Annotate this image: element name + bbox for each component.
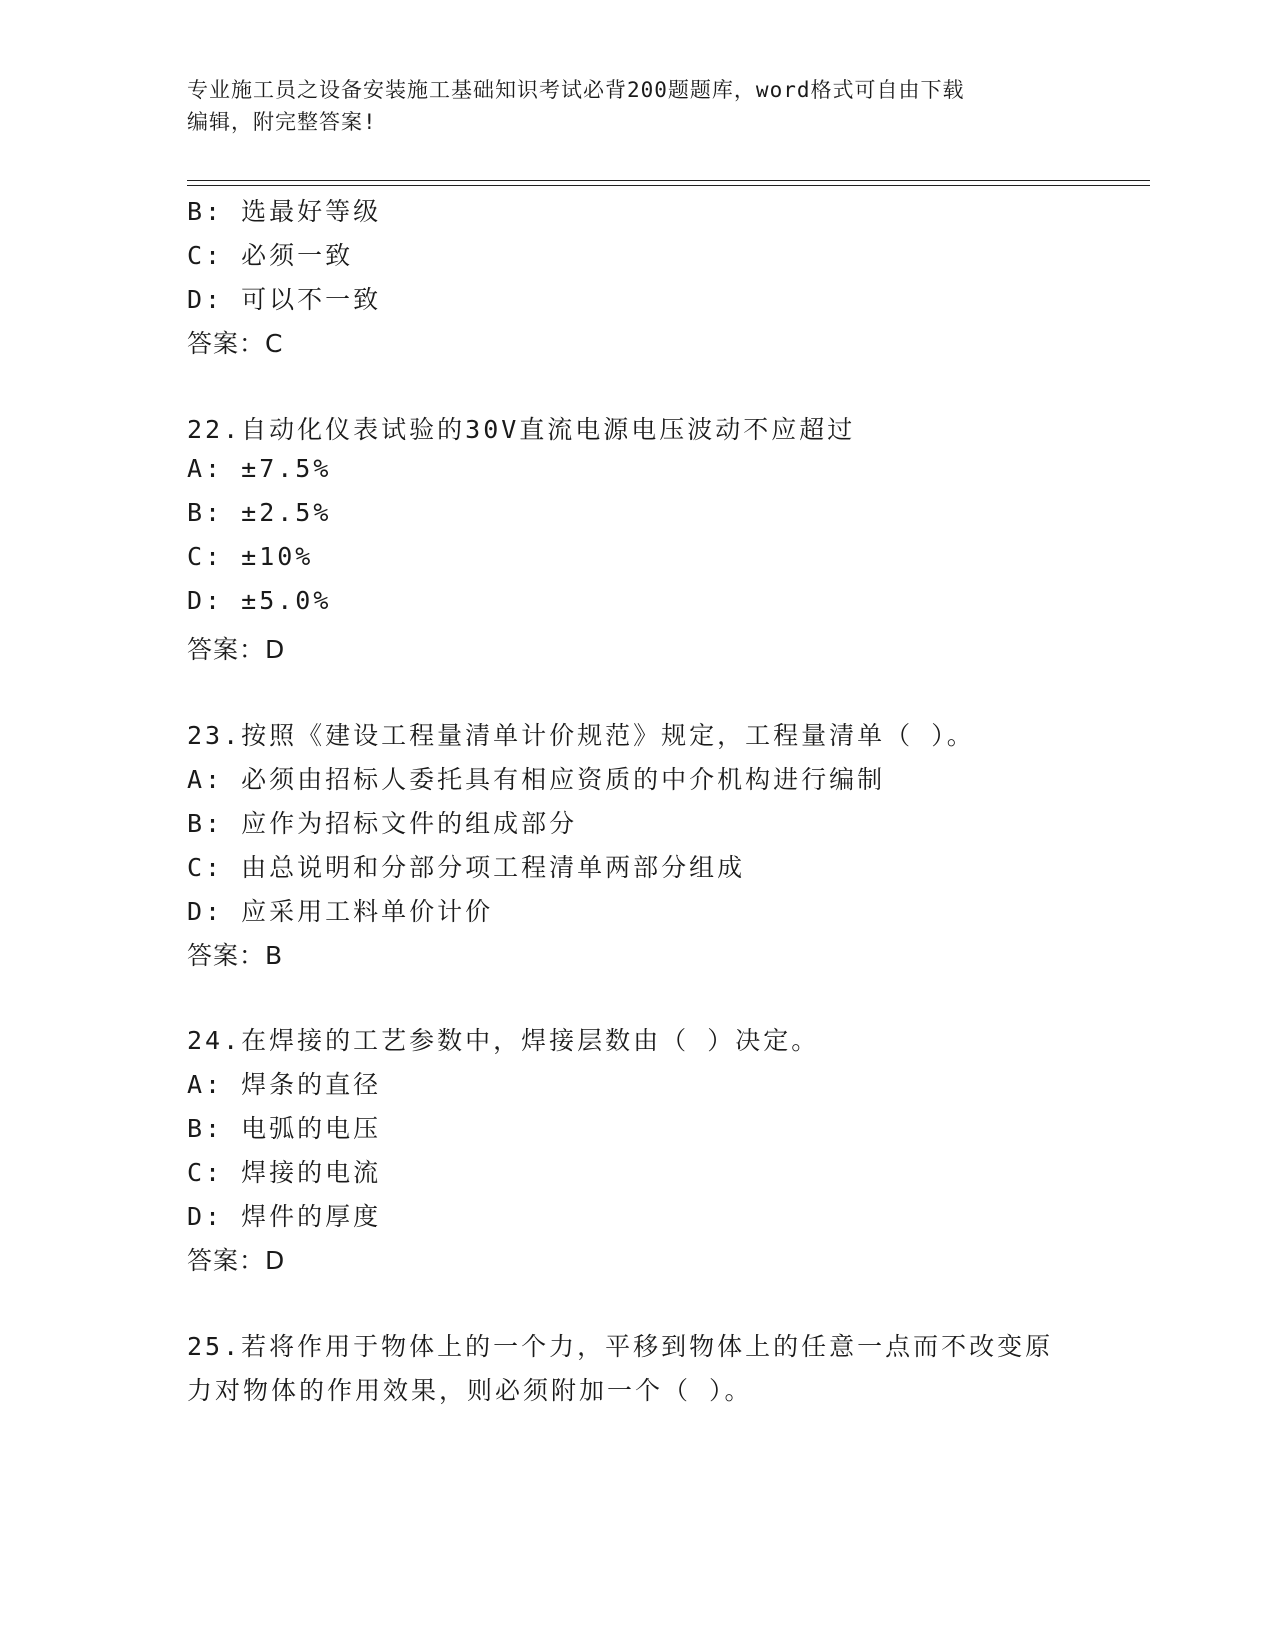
header-line-1: 专业施工员之设备安装施工基础知识考试必背200题题库，word格式可自由下载 xyxy=(187,78,965,102)
q23-option-d: D: 应采用工料单价计价 xyxy=(187,897,494,926)
header-line-2: 编辑，附完整答案! xyxy=(187,110,377,134)
q22-option-a: A: ±7.5% xyxy=(187,454,332,483)
q23-option-c: C: 由总说明和分部分项工程清单两部分组成 xyxy=(187,853,746,882)
q22-answer: 答案：D xyxy=(187,635,286,664)
q21-option-d: D: 可以不一致 xyxy=(187,285,382,314)
header-divider-bottom xyxy=(187,185,1150,186)
q22-option-d: D: ±5.0% xyxy=(187,586,332,615)
q24-option-a: A: 焊条的直径 xyxy=(187,1070,382,1099)
q21-option-c: C: 必须一致 xyxy=(187,241,354,270)
q23-option-b: B: 应作为招标文件的组成部分 xyxy=(187,809,578,838)
q23-option-a: A: 必须由招标人委托具有相应资质的中介机构进行编制 xyxy=(187,765,886,794)
q24-option-b: B: 电弧的电压 xyxy=(187,1114,382,1143)
q25-question-line-2: 力对物体的作用效果，则必须附加一个（ ）。 xyxy=(187,1376,753,1405)
q24-option-d: D: 焊件的厚度 xyxy=(187,1202,382,1231)
q22-option-b: B: ±2.5% xyxy=(187,498,332,527)
q21-option-b: B: 选最好等级 xyxy=(187,197,382,226)
document-header xyxy=(187,74,1087,138)
q24-option-c: C: 焊接的电流 xyxy=(187,1158,382,1187)
q23-answer: 答案：B xyxy=(187,941,284,970)
q24-answer: 答案：D xyxy=(187,1246,286,1275)
header-divider-top xyxy=(187,180,1150,181)
q22-question: 22.自动化仪表试验的30V直流电源电压波动不应超过 xyxy=(187,415,856,444)
q24-question: 24.在焊接的工艺参数中，焊接层数由（ ）决定。 xyxy=(187,1026,820,1055)
q25-question-line-1: 25.若将作用于物体上的一个力，平移到物体上的任意一点而不改变原 xyxy=(187,1332,1054,1361)
q22-option-c: C: ±10% xyxy=(187,542,314,571)
q23-question: 23.按照《建设工程量清单计价规范》规定，工程量清单（ ）。 xyxy=(187,721,975,750)
q21-answer: 答案：C xyxy=(187,329,284,358)
